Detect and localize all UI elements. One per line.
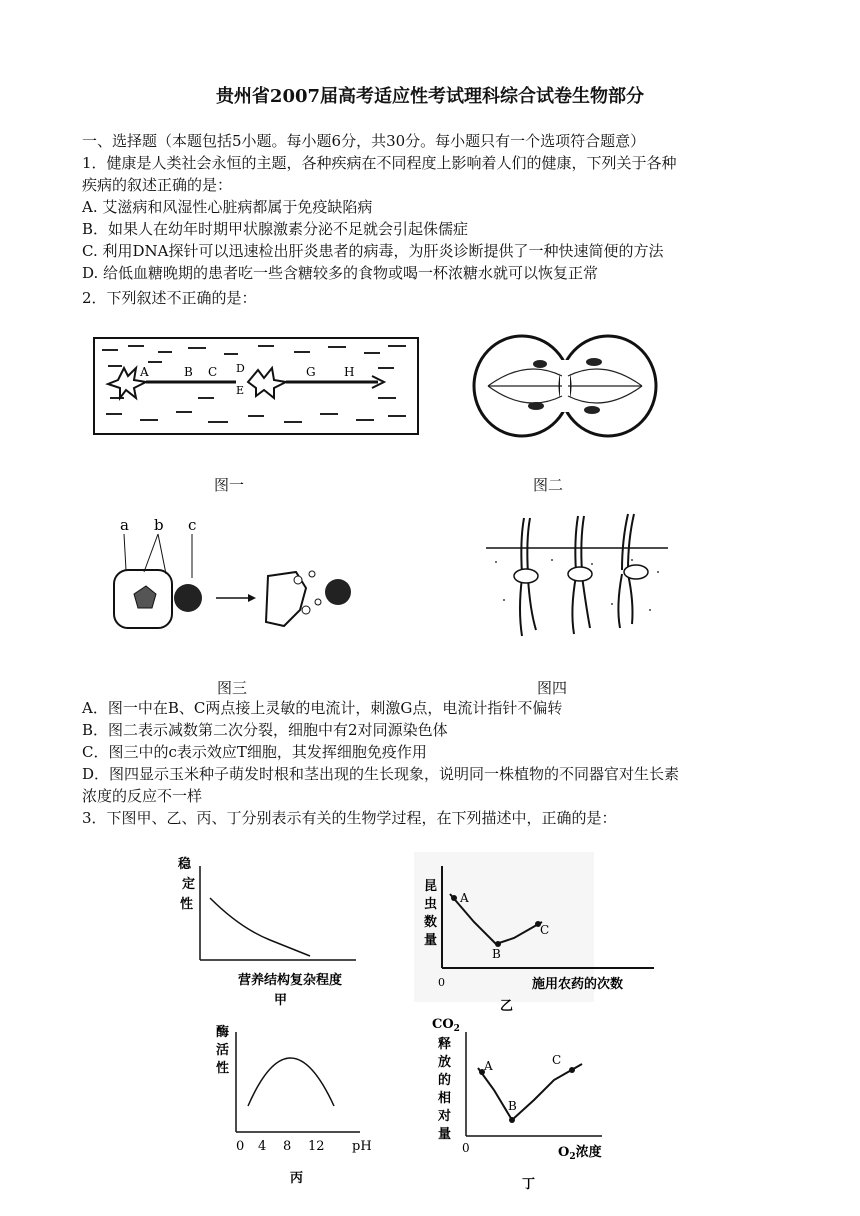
- jia-xlabel: 营养结构复杂程度: [238, 973, 343, 988]
- q1-option-c: C. 利用DNA探针可以迅速检出肝炎患者的病毒，为肝炎诊断提供了一种快速简便的方法: [82, 242, 664, 260]
- q2-option-d-line1: D．图四显示玉米种子萌发时根和茎出现的生长现象，说明同一株植物的不同器官对生长素: [82, 765, 680, 783]
- svg-text:O2浓度: $O_2$浓度: [558, 1145, 602, 1162]
- jia-ylabel-1: 稳: [178, 857, 192, 872]
- yi-ylabel-2: 虫: [424, 897, 438, 912]
- q2-option-d-line2: 浓度的反应不一样: [82, 787, 203, 805]
- label-g: G: [306, 365, 316, 379]
- jia-name: 甲: [274, 993, 288, 1008]
- q2-option-c: C．图三中的c表示效应T细胞，其发挥细胞免疫作用: [82, 743, 427, 761]
- figure-3-caption: 图三: [217, 679, 248, 697]
- jia-ylabel-3: 性: [180, 897, 194, 912]
- label-c: C: [208, 365, 218, 379]
- figure-2-cell-division: [470, 330, 660, 442]
- yi-point-c: C: [540, 923, 550, 937]
- bing-xlabel: pH: [352, 1139, 372, 1154]
- label-a: a: [120, 516, 129, 534]
- yi-point-b: B: [492, 947, 501, 961]
- yi-ylabel-3: 数: [424, 915, 438, 930]
- label-d: D: [236, 362, 245, 375]
- graph-yi: [414, 852, 664, 1012]
- yi-name: 乙: [500, 999, 514, 1012]
- q2-option-b: B．图二表示减数第二次分裂，细胞中有2对同源染色体: [82, 721, 448, 739]
- graph-ding: [424, 1012, 624, 1202]
- label-b: b: [154, 516, 164, 534]
- svg-text:对: 对: [438, 1109, 452, 1124]
- ding-point-b: B: [508, 1099, 517, 1113]
- ding-name: 丁: [522, 1177, 536, 1192]
- bing-ylabel-1: 酶: [216, 1025, 230, 1040]
- section-heading: 一、选择题（本题包括5小题。每小题6分，共30分。每小题只有一个选项符合题意）: [82, 132, 646, 150]
- page-title: 贵州省2007届高考适应性考试理科综合试卷生物部分: [215, 86, 645, 107]
- yi-point-a: A: [460, 891, 469, 905]
- svg-text:放: 放: [438, 1055, 452, 1070]
- yi-ylabel-4: 量: [424, 933, 438, 948]
- svg-text:释: 释: [438, 1037, 452, 1052]
- yi-xlabel: 施用农药的次数: [532, 977, 624, 992]
- q1-option-d: D. 给低血糖晚期的患者吃一些含糖较多的食物或喝一杯浓糖水就可以恢复正常: [82, 264, 599, 282]
- q2-stem: 2．下列叙述不正确的是：: [82, 289, 257, 307]
- graph-bing: [210, 1020, 390, 1195]
- label-h: H: [344, 365, 355, 379]
- jia-ylabel-2: 定: [182, 877, 196, 892]
- svg-text:量: 量: [438, 1127, 452, 1142]
- q1-option-a: A. 艾滋病和风湿性心脏病都属于免疫缺陷病: [82, 198, 373, 216]
- label-b: B: [184, 365, 193, 379]
- svg-text:CO2: $CO_2$: [432, 1017, 460, 1034]
- figure-3-immune-cells: [100, 514, 370, 634]
- q2-option-a: A．图一中在B、C两点接上灵敏的电流计，刺激G点，电流计指针不偏转: [82, 699, 563, 717]
- bing-tick-8: 8: [283, 1139, 292, 1154]
- neuron-2-body: [248, 368, 286, 398]
- figure-4-caption: 图四: [537, 679, 568, 697]
- figure-1-caption: 图一: [214, 476, 245, 494]
- yi-origin: 0: [438, 976, 445, 989]
- q3-stem: 3．下图甲、乙、丙、丁分别表示有关的生物学过程，在下列描述中，正确的是：: [82, 809, 617, 827]
- figure-2-caption: 图二: [533, 476, 564, 494]
- bing-tick-4: 4: [258, 1139, 267, 1154]
- graph-jia: [170, 848, 370, 1013]
- svg-text:的: 的: [438, 1073, 452, 1088]
- figure-4-germinating-seeds: [482, 510, 672, 640]
- label-c: c: [188, 516, 197, 534]
- label-e: E: [236, 384, 245, 397]
- ding-point-a: A: [484, 1059, 493, 1073]
- bing-ylabel-2: 活: [216, 1043, 230, 1058]
- q1-stem-line1: 1．健康是人类社会永恒的主题，各种疾病在不同程度上影响着人们的健康，下列关于各种: [82, 154, 677, 172]
- q1-stem-line2: 疾病的叙述正确的是：: [82, 176, 233, 194]
- label-a: A: [140, 365, 149, 379]
- bing-tick-12: 12: [308, 1139, 325, 1154]
- yi-ylabel-1: 昆: [424, 879, 438, 894]
- ding-origin: 0: [462, 1141, 470, 1155]
- svg-text:相: 相: [438, 1091, 452, 1106]
- bing-tick-0: 0: [236, 1139, 245, 1154]
- figure-1-nerve-diagram: [88, 332, 424, 442]
- q1-option-b: B．如果人在幼年时期甲状腺激素分泌不足就会引起侏儒症: [82, 220, 469, 238]
- ding-point-c: C: [552, 1053, 562, 1067]
- bing-name: 丙: [290, 1171, 304, 1186]
- bing-ylabel-3: 性: [216, 1061, 230, 1076]
